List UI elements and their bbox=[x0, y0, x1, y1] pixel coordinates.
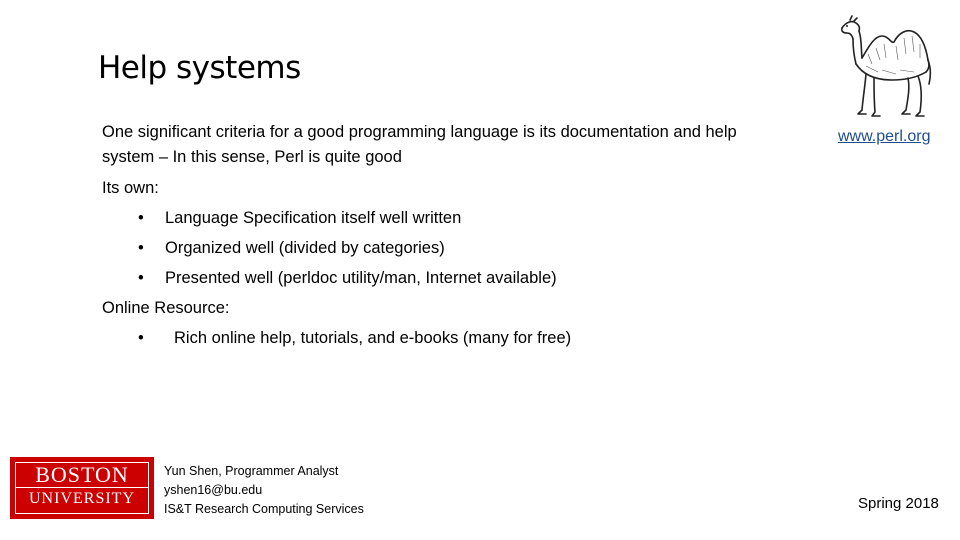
perl-camel-icon bbox=[838, 14, 932, 124]
bullet-text: Language Specification itself well written bbox=[165, 209, 462, 227]
online-heading: Online Resource: bbox=[102, 299, 230, 317]
bullet-icon: • bbox=[138, 209, 144, 227]
author-block bbox=[164, 462, 364, 519]
bullet-item bbox=[102, 233, 822, 263]
bullet-text: Rich online help, tutorials, and e-books (many for free) bbox=[174, 329, 572, 347]
bullet-item bbox=[102, 323, 822, 353]
boston-university-logo bbox=[10, 457, 154, 519]
bullet-item bbox=[102, 203, 822, 233]
author-name: Yun Shen, Programmer Analyst bbox=[164, 464, 339, 478]
bullet-text: Organized well (divided by categories) bbox=[165, 239, 445, 257]
bullet-icon: • bbox=[138, 329, 144, 347]
perl-website-link[interactable]: www.perl.org bbox=[838, 128, 931, 145]
intro-line-1: One significant criteria for a good programming language is its documentation and help bbox=[102, 123, 737, 141]
bullet-icon: • bbox=[138, 239, 144, 257]
logo-text-boston: BOSTON bbox=[35, 462, 129, 487]
slide-body bbox=[102, 120, 822, 353]
intro-line-2: system – In this sense, Perl is quite good bbox=[102, 148, 402, 166]
camel-eye bbox=[846, 25, 848, 27]
slide-title: Help systems bbox=[98, 50, 301, 86]
logo-text-university: UNIVERSITY bbox=[15, 487, 149, 508]
bullet-text: Presented well (perldoc utility/man, Internet available) bbox=[165, 269, 557, 287]
bullet-item bbox=[102, 263, 822, 293]
author-email: yshen16@bu.edu bbox=[164, 483, 263, 497]
own-heading: Its own: bbox=[102, 179, 159, 197]
semester-label: Spring 2018 bbox=[858, 495, 939, 512]
intro-paragraph bbox=[102, 120, 822, 170]
author-org: IS&T Research Computing Services bbox=[164, 502, 364, 516]
bullet-icon: • bbox=[138, 269, 144, 287]
